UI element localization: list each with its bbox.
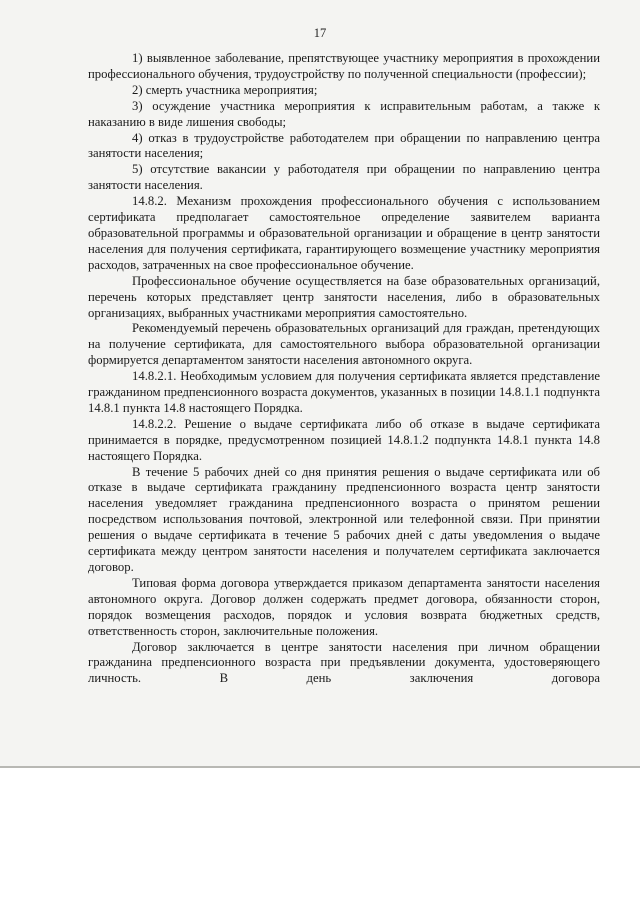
page-bottom-edge [0,766,640,768]
paragraph-recommended-list: Рекомендуемый перечень образовательных организаций для граждан, претендующих на получение сертификата, для самостоятельного выбора образовательной организации формируется департаментом занятости населения автономного округа. [88,321,600,368]
paragraph-item-3: 3) осуждение участника мероприятия к исправительным работам, а также к наказанию в виде лишения свободы; [88,98,600,129]
paragraph-notification: В течение 5 рабочих дней со дня принятия решения о выдаче сертификата или об отказе в выдаче сертификата гражданину предпенсионного возраста центр занятости населения уведомляет гражданина предпенсионного возраста о принятом решении посредством использования почтовой, электронной или телефонной связи. При принятии решения о выдаче сертификата в течение 5 рабочих дней с даты уведомления о выдаче сертификата между центром занятости населения и получателем сертификата заключается договор. [88,464,600,574]
paragraph-14-8-2-1: 14.8.2.1. Необходимым условием для получения сертификата является представление гражданином предпенсионного возраста документов, указанных в позиции 14.8.1.1 подпункта 14.8.1 пункта 14.8 настоящего Порядка. [88,369,600,415]
paragraph-contract-form: Типовая форма договора утверждается приказом департамента занятости населения автономного округа. Договор должен содержать предмет договора, обязанности сторон, порядок возмещения расходов, порядок и условия возврата бюджетных средств, ответственность сторон, заключительные положения. [88,575,600,638]
document-body [88,51,600,687]
paragraph-item-2: 2) смерть участника мероприятия; [132,82,318,97]
paragraph-item-1: 1) выявленное заболевание, препятствующее участнику мероприятия в прохождении профессионального обучения, трудоустройству по полученной специальности (профессии); [88,51,600,81]
paragraph-contract-conclusion: Договор заключается в центре занятости населения при личном обращении гражданина предпенсионного возраста при предъявлении документа, удостоверяющего личность. В день заключения договора [88,639,600,686]
paragraph-item-4: 4) отказ в трудоустройстве работодателем при обращении по направлению центра занятости населения; [88,130,600,161]
page-number: 17 [313,26,327,40]
paragraph-14-8-2-2: 14.8.2.2. Решение о выдаче сертификата либо об отказе в выдаче сертификата принимается в порядке, предусмотренном позицией 14.8.1.2 подпункта 14.8.1 пункта 14.8 настоящего Порядка. [88,416,600,463]
paragraph-item-5: 5) отсутствие вакансии у работодателя при обращении по направлению центра занятости населения. [88,162,600,193]
paragraph-training-basis: Профессиональное обучение осуществляется на базе образовательных организаций, перечень которых представляет центр занятости населения, либо в образовательных организациях, выбранных участниками мероприятия самостоятельно. [88,273,600,320]
paragraph-14-8-2: 14.8.2. Механизм прохождения профессионального обучения с использованием сертификата предполагает самостоятельное определение заявителем варианта образовательной программы и образовательной организации и обращение в центр занятости населения для получения сертификата, гарантирующего возмещение участнику мероприятия расходов, затраченных на свое профессиональное обучение. [88,194,600,272]
